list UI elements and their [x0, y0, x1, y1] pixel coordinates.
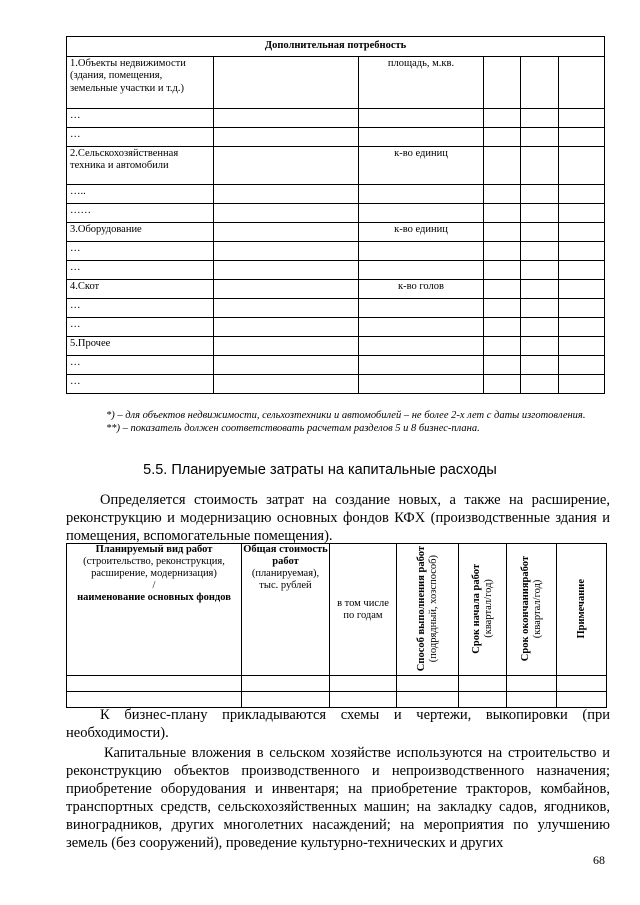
table-row: [67, 146, 605, 184]
table-cell: [521, 374, 559, 393]
table-cell: [484, 355, 521, 374]
table-cell: [559, 279, 605, 298]
table-cell: [521, 336, 559, 355]
table-cell: [214, 260, 359, 279]
table-cell: [214, 374, 359, 393]
section-heading: 5.5. Планируемые затраты на капитальные расходы: [143, 462, 497, 478]
table-cell: [559, 146, 605, 184]
table-cell: [559, 56, 605, 108]
table-cell: [214, 127, 359, 146]
col-end-title: Срок окончанияработ: [519, 556, 531, 662]
row-unit: [359, 260, 484, 279]
row-unit: [359, 203, 484, 222]
table-cell: [559, 203, 605, 222]
table-cell: [559, 222, 605, 241]
footnote-2: **) – показатель должен соответствовать расчетам разделов 5 и 8 бизнес-плана.: [106, 423, 480, 434]
table-cell: [559, 298, 605, 317]
row-unit: к-во единиц: [359, 222, 484, 241]
table-cell: [484, 108, 521, 127]
table-cell: [559, 336, 605, 355]
table-cell: [214, 279, 359, 298]
table-cell: [484, 279, 521, 298]
col-total-cost-sub: (планируемая), тыс. рублей: [251, 568, 320, 591]
table-cell: [214, 108, 359, 127]
section-intro: Определяется стоимость затрат на создание новых, а также на расширение, реконструкцию и модернизацию основных фондов КФХ (производственные здания и помещения, вспомогательные помещения).: [66, 492, 610, 544]
table-row: [67, 317, 605, 336]
table-cell: [214, 241, 359, 260]
table-cell: [214, 317, 359, 336]
col-note: [557, 544, 607, 676]
row-unit: [359, 317, 484, 336]
table-row: [67, 241, 605, 260]
row-unit: площадь, м.кв.: [359, 56, 484, 108]
row-label: …..: [67, 184, 214, 203]
col-work-type-slash: /: [152, 580, 156, 591]
table-row: [67, 336, 605, 355]
table-row: [67, 298, 605, 317]
page-number: 68: [593, 853, 605, 867]
table-row: [67, 203, 605, 222]
table-cell: [214, 184, 359, 203]
table-cell: [484, 146, 521, 184]
col-work-type-title2: наименование основных фондов: [77, 592, 231, 603]
table-cell: [559, 317, 605, 336]
table-cell: [521, 184, 559, 203]
row-label: 4.Скот: [67, 279, 214, 298]
attachments-paragraph: К бизнес-плану прикладываются схемы и чертежи, выкопировки (при необходимости).: [66, 707, 610, 741]
row-unit: [359, 241, 484, 260]
row-label: …: [67, 355, 214, 374]
row-label: …: [67, 374, 214, 393]
row-label: …: [67, 317, 214, 336]
table-row: [67, 260, 605, 279]
table-cell: [521, 108, 559, 127]
table-cell: [484, 241, 521, 260]
table-cell: [521, 222, 559, 241]
row-label: …: [67, 127, 214, 146]
table-cell: [559, 355, 605, 374]
row-label: ……: [67, 203, 214, 222]
row-label: …: [67, 108, 214, 127]
row-unit: к-во голов: [359, 279, 484, 298]
table-cell: [521, 279, 559, 298]
col-method-sub: (подрядный, хозспособ): [427, 555, 439, 663]
row-label: …: [67, 260, 214, 279]
row-unit: [359, 127, 484, 146]
table-cell: [559, 127, 605, 146]
table-cell: [521, 56, 559, 108]
row-label: 2.Сельскохозяйственная техника и автомобили: [67, 146, 214, 184]
capital-investments-paragraph: Капитальные вложения в сельском хозяйстве используются на строительство и реконструкцию объектов производственного и непроизводственного назначения; приобретение оборудования и инвентаря; на приобретение тракторов, комбайнов, транспортных средств, сельскохозяйственных машин; на закладку садов, ягодников, виноградников, других многолетних насаждений; на мероприятия по улучшению земель (без сооружений), проведение культурно-технических и других: [66, 745, 610, 851]
row-unit: [359, 355, 484, 374]
row-unit: [359, 298, 484, 317]
col-start: [459, 544, 507, 676]
col-note-title: Примечание: [575, 579, 587, 639]
row-label: …: [67, 241, 214, 260]
table-cell: [484, 317, 521, 336]
table-cell: [214, 355, 359, 374]
additional-needs-table: [66, 36, 605, 394]
table-row: [67, 127, 605, 146]
row-unit: к-во единиц: [359, 146, 484, 184]
table-cell: [559, 260, 605, 279]
col-total-cost-title: Общая стоимость работ: [243, 544, 328, 567]
table-cell: [559, 184, 605, 203]
footnote-1: *) – для объектов недвижимости, сельхозтехники и автомобилей – не более 2-х лет с даты изготовления.: [106, 410, 586, 421]
table-cell: [521, 203, 559, 222]
col-method-title: Способ выполнения работ: [415, 546, 427, 672]
table-cell: [214, 146, 359, 184]
table-cell: [521, 241, 559, 260]
col-end: [507, 544, 557, 676]
table-row: [67, 222, 605, 241]
row-label: 3.Оборудование: [67, 222, 214, 241]
table-cell: [559, 374, 605, 393]
footnotes: [66, 409, 610, 435]
table-cell: [484, 336, 521, 355]
table-cell: [484, 56, 521, 108]
table-row: [67, 56, 605, 108]
table-cell: [521, 355, 559, 374]
table-row: [67, 184, 605, 203]
table-cell: [559, 241, 605, 260]
col-method: [397, 544, 459, 676]
table-row: [67, 108, 605, 127]
col-work-type-sub: (строительство, реконструкция, расширение, модернизация): [83, 556, 225, 579]
table-cell: [484, 298, 521, 317]
row-unit: [359, 336, 484, 355]
table-cell: [484, 127, 521, 146]
row-label: …: [67, 298, 214, 317]
table-row: [67, 374, 605, 393]
table-header: Дополнительная потребность: [67, 37, 605, 57]
table-cell: [559, 108, 605, 127]
col-end-sub: (квартал/год): [531, 579, 543, 639]
col-by-years-label: в том числе по годам: [337, 597, 389, 621]
row-unit: [359, 184, 484, 203]
col-start-sub: (квартал/год): [482, 579, 494, 639]
col-by-years: [330, 544, 397, 676]
table-cell: [214, 222, 359, 241]
table-row: [67, 676, 607, 692]
col-start-title: Срок начала работ: [470, 564, 482, 654]
table-cell: [521, 146, 559, 184]
table-cell: [214, 336, 359, 355]
table-cell: [521, 317, 559, 336]
table-cell: [521, 298, 559, 317]
capital-expenses-table: [66, 543, 607, 708]
table-cell: [484, 260, 521, 279]
table-cell: [484, 374, 521, 393]
table-cell: [484, 203, 521, 222]
col-work-type-title: Планируемый вид работ: [95, 544, 213, 555]
row-label: 1.Объекты недвижимости (здания, помещения, земельные участки и т.д.): [67, 56, 214, 108]
row-unit: [359, 108, 484, 127]
table-cell: [214, 203, 359, 222]
col-total-cost: [242, 544, 330, 676]
col-work-type: [67, 544, 242, 676]
table-row: [67, 279, 605, 298]
table-cell: [521, 127, 559, 146]
row-label: 5.Прочее: [67, 336, 214, 355]
table-cell: [214, 298, 359, 317]
row-unit: [359, 374, 484, 393]
table-row: [67, 355, 605, 374]
table-cell: [484, 184, 521, 203]
table-cell: [521, 260, 559, 279]
table-cell: [484, 222, 521, 241]
table-cell: [214, 56, 359, 108]
